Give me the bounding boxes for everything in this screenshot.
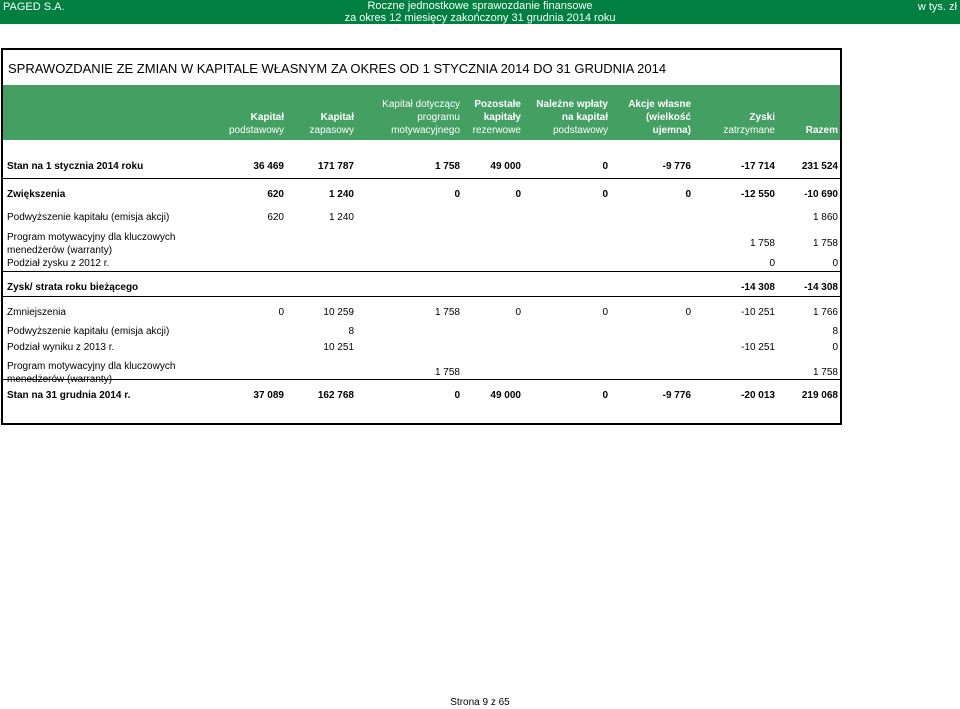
- cell-col-2: 1 240: [328, 189, 354, 200]
- row-label: [7, 211, 169, 224]
- cell-col-3: 0: [454, 390, 460, 401]
- row-label-line: Stan na 1 stycznia 2014 roku: [7, 161, 144, 172]
- row-label-line: Podwyższenie kapitału (emisja akcji): [7, 326, 170, 337]
- column-header-7-line-2: zatrzymane: [723, 125, 775, 136]
- cell-col-4: 0: [515, 307, 521, 318]
- cell-col-7: -17 714: [741, 161, 775, 172]
- cell-col-1: 620: [267, 189, 284, 200]
- column-header-3-line-2: programu: [417, 112, 460, 123]
- row-divider: [3, 271, 840, 272]
- cell-col-4: 49 000: [490, 161, 521, 172]
- row-label-line: Zysk/ strata roku bieżącego: [7, 282, 139, 293]
- row-label-line: Program motywacyjny dla kluczowych: [7, 232, 176, 243]
- cell-col-7: -14 308: [741, 282, 775, 293]
- column-header-1-line-1: Kapitał: [250, 112, 284, 123]
- cell-col-8: 0: [832, 342, 838, 353]
- row-label: [7, 360, 175, 386]
- row-label: [7, 325, 169, 338]
- column-header-6-line-1: Akcje własne: [628, 99, 691, 110]
- report-title: [0, 0, 960, 24]
- cell-col-6: 0: [685, 189, 691, 200]
- cell-col-6: 0: [685, 307, 691, 318]
- cell-col-8: 1 758: [812, 238, 838, 249]
- row-divider: [3, 296, 840, 297]
- cell-col-8: -10 690: [804, 189, 838, 200]
- row-label-line: Podział zysku z 2012 r.: [7, 258, 110, 269]
- cell-col-3: 0: [454, 189, 460, 200]
- column-header-1-line-2: podstawowy: [228, 125, 284, 136]
- cell-col-2: 171 787: [317, 161, 354, 172]
- company-name: PAGED S.A.: [3, 1, 65, 13]
- cell-col-7: -10 251: [741, 342, 775, 353]
- cell-col-3: 1 758: [434, 307, 460, 318]
- column-header-4-line-1: Pozostałe: [474, 99, 521, 110]
- row-label: [7, 341, 114, 354]
- row-label: [7, 389, 130, 402]
- cell-col-4: 0: [515, 189, 521, 200]
- cell-col-2: 8: [348, 326, 354, 337]
- row-label-line: Podział wyniku z 2013 r.: [7, 342, 115, 353]
- column-header-8-line-1: Razem: [805, 125, 838, 136]
- column-header-3-line-3: motywacyjnego: [391, 125, 460, 136]
- cell-col-1: 36 469: [253, 161, 284, 172]
- cell-col-5: 0: [602, 307, 608, 318]
- cell-col-8: -14 308: [804, 282, 838, 293]
- row-label-line: Zwiększenia: [7, 189, 66, 200]
- report-title-line1: Roczne jednostkowe sprawozdanie finansowe: [367, 0, 593, 12]
- column-header-5-line-3: podstawowy: [552, 125, 608, 136]
- row-divider: [3, 379, 840, 380]
- cell-col-3: 1 758: [434, 161, 460, 172]
- row-label: [7, 160, 143, 173]
- cell-col-6: -9 776: [662, 390, 691, 401]
- report-title-line2: za okres 12 miesięcy zakończony 31 grudnia 2014 roku: [344, 12, 616, 24]
- cell-col-1: 37 089: [253, 390, 284, 401]
- column-header-5-line-2: na kapitał: [561, 112, 608, 123]
- cell-col-3: 1 758: [434, 367, 460, 378]
- equity-statement-table: [1, 48, 842, 425]
- column-header-2-line-2: zapasowy: [309, 125, 354, 136]
- row-label: [7, 281, 138, 294]
- column-header-2-line-1: Kapitał: [320, 112, 354, 123]
- cell-col-2: 10 259: [323, 307, 354, 318]
- cell-col-8: 8: [832, 326, 838, 337]
- page-number: Strona 9 z 65: [450, 697, 510, 708]
- cell-col-2: 10 251: [323, 342, 354, 353]
- row-label: [7, 231, 175, 257]
- cell-col-5: 0: [602, 161, 608, 172]
- page-header-bar: [0, 0, 960, 24]
- cell-col-5: 0: [602, 189, 608, 200]
- row-divider: [3, 178, 840, 179]
- column-header-7-line-1: Zyski: [749, 112, 775, 123]
- column-header-5-line-1: Należne wpłaty: [536, 99, 608, 110]
- column-header-row: [3, 85, 840, 140]
- row-label: [7, 257, 109, 270]
- cell-col-8: 1 766: [812, 307, 838, 318]
- cell-col-2: 162 768: [317, 390, 354, 401]
- cell-col-8: 0: [832, 258, 838, 269]
- cell-col-7: -20 013: [741, 390, 775, 401]
- column-header-4-line-3: rezerwowe: [472, 125, 521, 136]
- currency-unit: w tys. zł: [917, 1, 957, 13]
- statement-title-row: [3, 50, 840, 85]
- cell-col-8: 1 758: [812, 367, 838, 378]
- row-label-line: Program motywacyjny dla kluczowych: [7, 361, 176, 372]
- column-header-4-line-2: kapitały: [483, 112, 521, 123]
- column-header-6-line-2: (wielkość: [645, 112, 691, 123]
- cell-col-4: 49 000: [490, 390, 521, 401]
- cell-col-6: -9 776: [662, 161, 691, 172]
- cell-col-7: -10 251: [741, 307, 775, 318]
- cell-col-5: 0: [602, 390, 608, 401]
- cell-col-8: 219 068: [801, 390, 838, 401]
- column-header-3-line-1: Kapitał dotyczący: [382, 99, 460, 110]
- cell-col-7: 1 758: [749, 238, 775, 249]
- cell-col-8: 1 860: [812, 212, 838, 223]
- row-label: [7, 306, 66, 319]
- column-header-6-line-3: ujemna): [652, 125, 691, 136]
- row-label-line: Zmniejszenia: [7, 307, 66, 318]
- cell-col-1: 0: [278, 307, 284, 318]
- cell-col-7: 0: [769, 258, 775, 269]
- row-label-line: Podwyższenie kapitału (emisja akcji): [7, 212, 170, 223]
- row-label: [7, 188, 65, 201]
- statement-title: SPRAWOZDANIE ZE ZMIAN W KAPITALE WŁASNYM ZA OKRES OD 1 STYCZNIA 2014 DO 31 GRUDNIA 2014: [8, 61, 667, 76]
- row-label-line: menedżerów (warranty): [7, 245, 113, 256]
- cell-col-8: 231 524: [801, 161, 838, 172]
- cell-col-2: 1 240: [328, 212, 354, 223]
- row-label-line: Stan na 31 grudnia 2014 r.: [7, 390, 131, 401]
- cell-col-1: 620: [267, 212, 284, 223]
- cell-col-7: -12 550: [741, 189, 775, 200]
